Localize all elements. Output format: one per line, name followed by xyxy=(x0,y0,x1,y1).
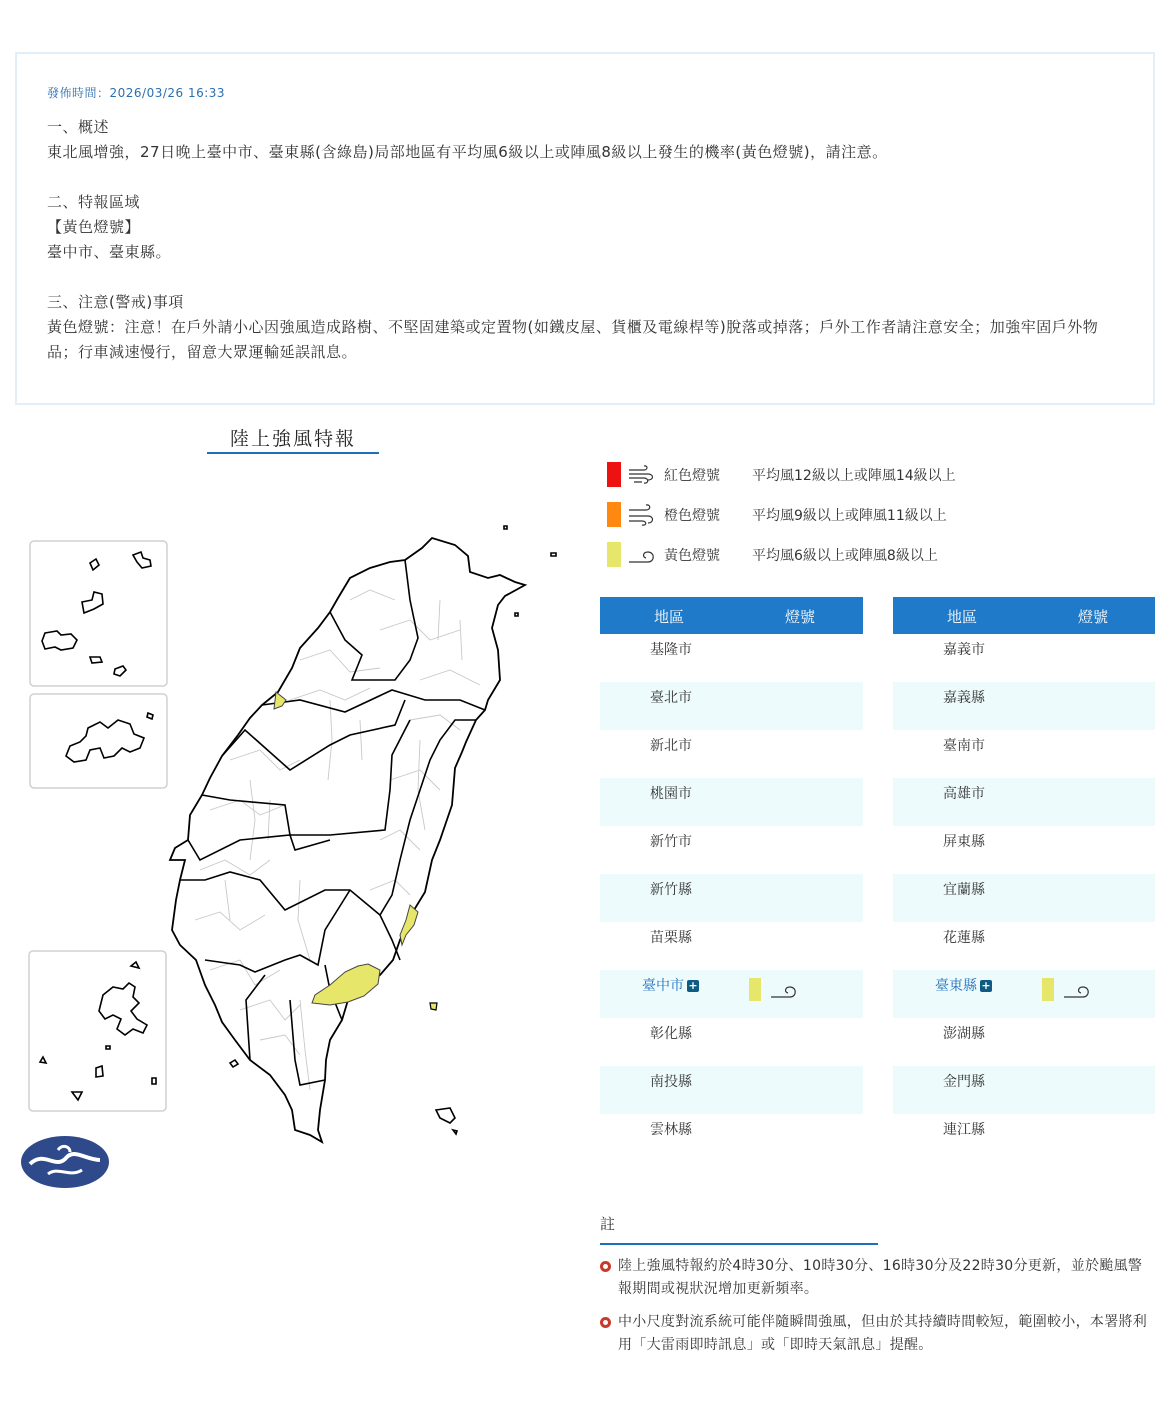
table-row xyxy=(893,778,1155,826)
legend-orange-name: 橙色燈號 xyxy=(664,508,720,524)
region-name: 新竹市 xyxy=(650,834,692,850)
table-row xyxy=(893,634,1155,682)
table-row xyxy=(893,1114,1155,1162)
note-text: 中小尺度對流系統可能伴隨瞬間強風，但由於其持續時間較短，範圍較小，本署將利用「大雷雨即時訊息」或「即時天氣訊息」提醒。 xyxy=(618,1314,1148,1353)
section1-title: 一、概述 xyxy=(47,118,110,136)
yellow-swatch xyxy=(749,978,761,1001)
region-name: 澎湖縣 xyxy=(943,1026,985,1042)
legend-yellow-desc: 平均風6級以上或陣風8級以上 xyxy=(752,548,938,564)
table-row-taitung[interactable] xyxy=(893,970,1155,1018)
table-row xyxy=(893,922,1155,970)
notes-section xyxy=(600,1210,1150,1357)
table-row xyxy=(600,634,863,682)
table-row xyxy=(893,1018,1155,1066)
expand-plus-icon[interactable]: + xyxy=(981,979,991,992)
region-name: 宜蘭縣 xyxy=(943,882,985,898)
red-swatch xyxy=(607,462,621,487)
note-item xyxy=(600,1311,1150,1357)
table-row xyxy=(600,874,863,922)
region-name: 高雄市 xyxy=(943,786,985,802)
inset-kinmen xyxy=(30,694,167,788)
taiwan-main-island xyxy=(170,538,525,1142)
table-row xyxy=(600,730,863,778)
region-name: 臺南市 xyxy=(943,738,985,754)
orange-swatch xyxy=(607,502,621,527)
region-name: 屏東縣 xyxy=(943,834,985,850)
region-name: 嘉義縣 xyxy=(943,690,985,706)
medium-wind-icon xyxy=(628,504,656,526)
header-signal: 燈號 xyxy=(785,608,816,626)
notes-title: 註 xyxy=(600,1210,878,1245)
section2-body: 臺中市、臺東縣。 xyxy=(47,243,172,261)
table-row xyxy=(600,778,863,826)
cwa-logo xyxy=(21,1136,109,1188)
region-name: 新竹縣 xyxy=(650,882,692,898)
region-name: 金門縣 xyxy=(943,1074,985,1090)
table-row xyxy=(600,1114,863,1162)
table-row xyxy=(600,682,863,730)
header-signal: 燈號 xyxy=(1078,608,1109,626)
region-name: 連江縣 xyxy=(943,1122,985,1138)
region-name: 桃園市 xyxy=(650,786,692,802)
region-name-taitung[interactable] xyxy=(935,975,992,995)
warning-notice-panel xyxy=(15,52,1155,405)
region-table-left xyxy=(600,597,863,1162)
header-region: 地區 xyxy=(654,608,685,626)
legend-red-name: 紅色燈號 xyxy=(664,468,720,484)
region-name: 苗栗縣 xyxy=(650,930,692,946)
table-row xyxy=(893,730,1155,778)
table-row xyxy=(600,826,863,874)
region-name: 嘉義市 xyxy=(943,642,985,658)
yellow-swatch xyxy=(1042,978,1054,1001)
inset-matsu xyxy=(30,541,167,686)
legend-red-desc: 平均風12級以上或陣風14級以上 xyxy=(752,468,956,484)
strong-wind-icon xyxy=(628,464,656,486)
table-row xyxy=(893,826,1155,874)
bullet-icon xyxy=(600,1261,611,1272)
light-wind-icon xyxy=(1063,979,1091,1001)
inset-penghu xyxy=(29,951,166,1111)
table-header xyxy=(893,597,1155,634)
table-row xyxy=(893,874,1155,922)
region-name-taichung[interactable] xyxy=(642,975,699,995)
table-row xyxy=(893,682,1155,730)
map-title: 陸上強風特報 xyxy=(207,424,379,454)
table-row xyxy=(600,922,863,970)
region-name[interactable]: 臺東縣 xyxy=(935,978,977,994)
region-name: 新北市 xyxy=(650,738,692,754)
legend-yellow-name: 黃色燈號 xyxy=(664,548,720,564)
table-row xyxy=(600,1066,863,1114)
region-name: 臺北市 xyxy=(650,690,692,706)
bullet-icon xyxy=(600,1317,611,1328)
taiwan-wind-map xyxy=(0,470,570,1190)
region-name[interactable]: 臺中市 xyxy=(642,978,684,994)
region-name: 花蓮縣 xyxy=(943,930,985,946)
region-name: 雲林縣 xyxy=(650,1122,692,1138)
yellow-swatch xyxy=(607,542,621,567)
light-wind-icon xyxy=(770,979,798,1001)
section3-body: 黃色燈號：注意！在戶外請小心因強風造成路樹、不堅固建築或定置物(如鐵皮屋、貨櫃及電線桿等)脫落或掉落；戶外工作者請注意安全；加強牢固戶外物品；行車減速慢行，留意大眾運輸延誤訊息。 xyxy=(47,318,1099,361)
section3-title: 三、注意(警戒)事項 xyxy=(47,293,184,311)
section2-level: 【黃色燈號】 xyxy=(47,218,141,236)
region-name: 南投縣 xyxy=(650,1074,692,1090)
light-wind-icon xyxy=(628,544,656,566)
table-row xyxy=(600,1018,863,1066)
section1-body: 東北風增強，27日晚上臺中市、臺東縣(含綠島)局部地區有平均風6級以上或陣風8級以上發生的機率(黃色燈號)，請注意。 xyxy=(47,143,888,161)
note-item xyxy=(600,1255,1150,1301)
table-header xyxy=(600,597,863,634)
region-table-right xyxy=(893,597,1155,1162)
publish-time: 發佈時間：2026/03/26 16:33 xyxy=(47,86,226,100)
legend-orange-desc: 平均風9級以上或陣風11級以上 xyxy=(752,508,947,524)
note-text: 陸上強風特報約於4時30分、10時30分、16時30分及22時30分更新，並於颱風警報期間或視狀況增加更新頻率。 xyxy=(618,1258,1143,1297)
region-name: 彰化縣 xyxy=(650,1026,692,1042)
header-region: 地區 xyxy=(947,608,978,626)
expand-plus-icon[interactable]: + xyxy=(688,979,698,992)
section2-title: 二、特報區域 xyxy=(47,193,141,211)
highlight-green-island xyxy=(430,1003,437,1010)
region-name: 基隆市 xyxy=(650,642,692,658)
table-row-taichung[interactable] xyxy=(600,970,863,1018)
table-row xyxy=(893,1066,1155,1114)
